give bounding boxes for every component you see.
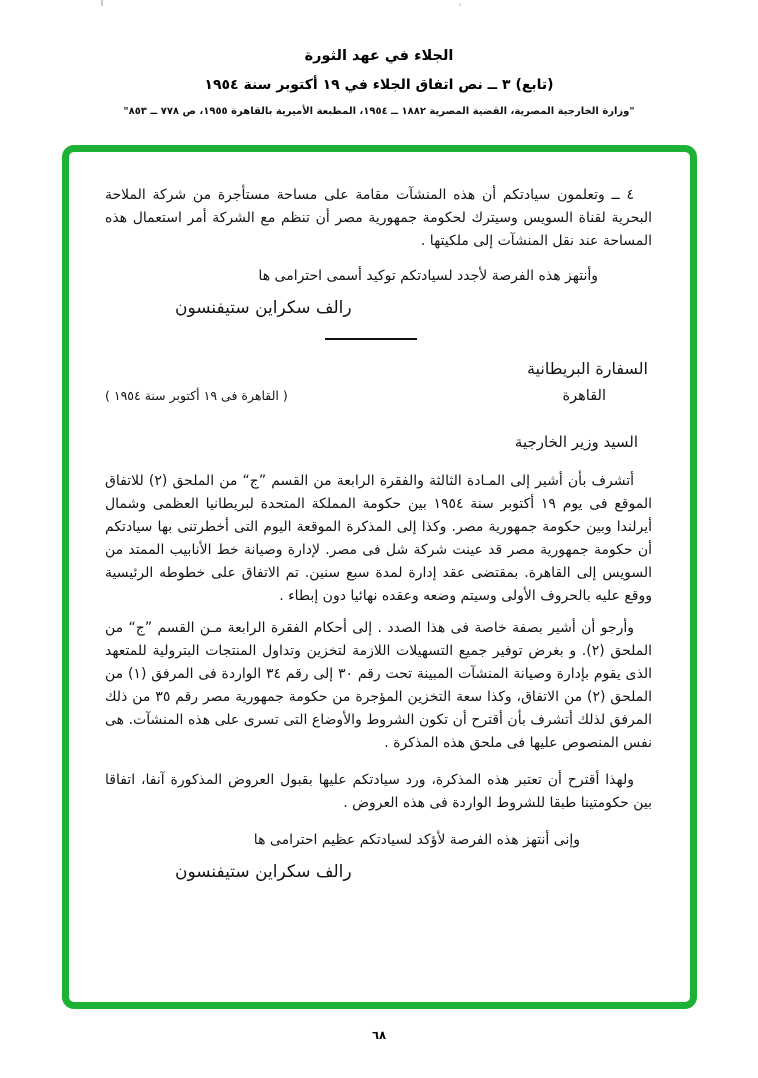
section-divider bbox=[325, 338, 417, 340]
highlight-frame bbox=[62, 145, 697, 1009]
dateline: ( القاهرة فى ١٩ أكتوبر سنة ١٩٥٤ ) bbox=[105, 388, 288, 403]
letter2-paragraph-1: أتشرف بأن أشير إلى المـادة الثالثة والفقرة الرابعة من القسم ”ج“ من الملحق (٢) للاتفاق الموقع فى يوم ١٩ أكتوبر سنة ١٩٥٤ بين حكومة المملكة المتحدة لبريطانيا العظمى وشمال أيرلندا وبين حكومة جمهورية مصر. وكذا إلى المذكرة الموقعة اليوم التى أخطرتنى بها سيادتكم أن حكومة جمهورية مصر قد عينت شركة شل فى مصر. لإدارة وصيانة خط الأنابيب الممتد من السويس إلى القاهرة. بمقتضى عقد إدارة لمدة سبع سنين. تم الاتفاق على خطوطه الرئيسية ووقع عليه بالحروف الأولى وسيتم وضعه وعقده نهائيا دون إبطاء . bbox=[105, 473, 652, 604]
letter1-closing-line: وأنتهز هذه الفرصة لأجدد لسيادتكم توكيد أسمى احترامى ها bbox=[258, 268, 598, 284]
letter-content bbox=[69, 152, 690, 1002]
salutation: السيد وزير الخارجية bbox=[514, 433, 638, 451]
embassy-city: القاهرة bbox=[562, 388, 606, 404]
source-citation: "وزارة الخارجية المصرية، القضية المصرية ١٨٨٢ ــ ١٩٥٤، المطبعة الأميرية بالقاهرة ١٩٥٥، ص ٧٧٨ ــ ٨٥٣" bbox=[123, 106, 635, 117]
paragraph-item-4: ٤ ــ وتعلمون سيادتكم أن هذه المنشآت مقامة على مساحة مستأجرة من شركة الملاحة البحرية لقناة السويس وسيترك لحكومة جمهورية مصر أن تنظم مع الشركة أمر استعمال هذه المساحة عند نقل المنشآت إلى ملكيتها . bbox=[105, 187, 652, 249]
scan-artifact bbox=[459, 3, 461, 6]
book-title: الجلاء في عهد الثورة bbox=[304, 48, 454, 64]
city-date-row bbox=[105, 384, 652, 408]
letter2-closing-line: وإنى أنتهز هذه الفرصة لأؤكد لسيادتكم عظيم احترامى ها bbox=[253, 832, 580, 848]
letter2-signature: رالف سكراين ستيفنسون bbox=[175, 862, 352, 882]
scan-artifact bbox=[101, 0, 103, 6]
letter2-paragraph-3: ولهذا أقترح أن تعتبر هذه المذكرة، ورد سيادتكم عليها بقبول العروض المذكورة آنفا، اتفاقا بين حكومتينا طبقا للشروط الواردة فى هذه العروض . bbox=[105, 772, 652, 811]
section-title: (تابع) ٣ ــ نص اتفاق الجلاء في ١٩ أكتوبر سنة ١٩٥٤ bbox=[204, 77, 554, 93]
page-number: ٦٨ bbox=[371, 1028, 387, 1042]
page-header bbox=[0, 48, 758, 117]
letter1-signature: رالف سكراين ستيفنسون bbox=[175, 298, 352, 318]
letter2-paragraph-2: وأرجو أن أشير بصفة خاصة فى هذا الصدد . إلى أحكام الفقرة الرابعة مـن القسم ”ج“ من الملحق (٢). و بغرض توفير جميع التسهيلات اللازمة لتخزين وتداول المنتجات البترولية للمتعهد الذى يقوم بإدارة وصيانة المنشآت المبينة تحت رقم ٣٠ إلى رقم ٣٤ الواردة فى المرفق (١) من الملحق (٢) من الاتفاق، وكذا سعة التخزين المؤجرة من حكومة جمهورية مصر رقم ٣٥ من ذلك المرفق لذلك أتشرف بأن أقترح أن تكون الشروط والأوضاع التى تسرى على هذه المنشآت. هى نفس المنصوص عليها فى ملحق هذه المذكرة . bbox=[105, 620, 653, 751]
embassy-name: السفارة البريطانية bbox=[526, 359, 648, 378]
